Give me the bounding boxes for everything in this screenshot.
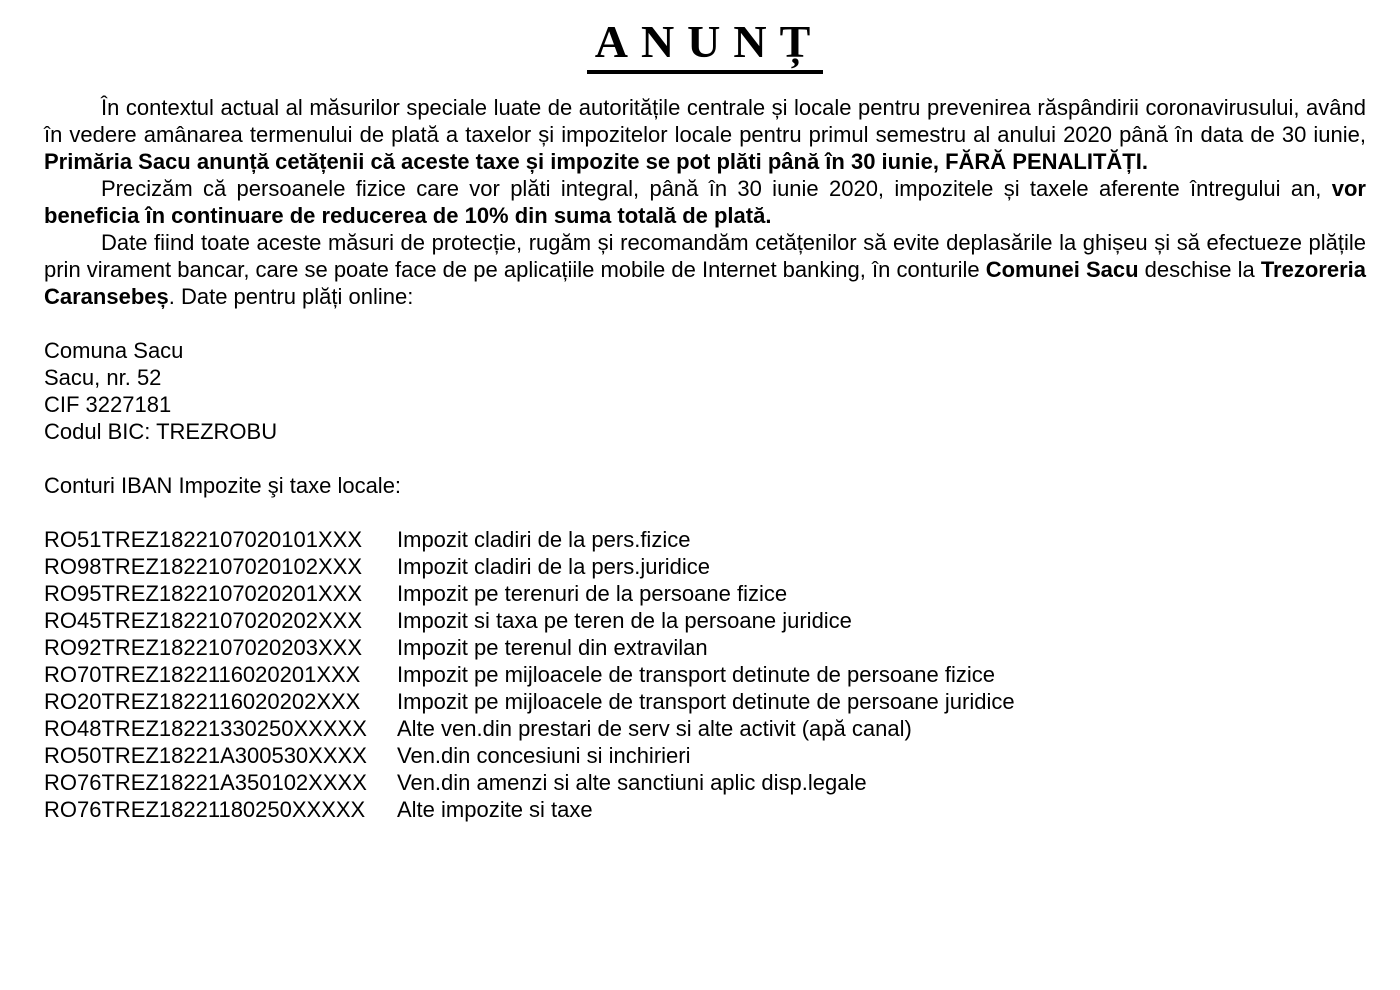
iban-description: Impozit cladiri de la pers.juridice [397,554,711,580]
iban-description: Impozit si taxa pe teren de la persoane juridice [397,608,852,634]
iban-description: Impozit pe mijloacele de transport detinute de persoane juridice [397,689,1015,715]
iban-row [44,715,1366,742]
iban-description: Impozit pe terenuri de la persoane fizice [397,581,788,607]
iban-description: Alte impozite si taxe [397,797,593,823]
iban-code: RO76TREZ18221A350102XXXX [44,770,367,796]
paragraph-online-text-2: deschise la [1138,257,1261,283]
iban-row [44,580,1366,607]
paragraph-online-bold-1: Comunei Sacu [985,257,1139,283]
title-wrap [44,18,1366,74]
iban-row [44,769,1366,796]
paragraph-online-text-1: Date fiind toate aceste măsuri de protecție, rugăm și recomandăm cetățenilor să evite deplasările la ghișeu și să efectueze plățile prin virament bancar, care se poate face de pe aplicațiile mobile de Internet banking, în conturile [44,230,1366,283]
iban-row [44,526,1366,553]
iban-code: RO51TREZ1822107020101XXX [44,527,362,553]
paragraph-context [44,94,1366,175]
paragraph-discount [44,175,1366,229]
iban-row [44,742,1366,769]
iban-row [44,796,1366,823]
iban-description: Impozit pe mijloacele de transport detinute de persoane fizice [397,662,996,688]
iban-description: Impozit cladiri de la pers.fizice [397,527,691,553]
iban-code: RO20TREZ1822116020202XXX [44,689,361,715]
iban-row [44,607,1366,634]
iban-description: Ven.din amenzi si alte sanctiuni aplic disp.legale [397,770,867,796]
iban-section-heading: Conturi IBAN Impozite şi taxe locale: [44,473,402,499]
iban-row [44,688,1366,715]
contact-commune-name: Comuna Sacu [44,338,184,364]
iban-code: RO70TREZ1822116020201XXX [44,662,361,688]
iban-description: Impozit pe terenul din extravilan [397,635,708,661]
paragraph-context-text: În contextul actual al măsurilor speciale luate de autoritățile centrale și locale pentru prevenirea răspândirii coronavirusului, având în vedere amânarea termenului de plată a taxelor și impozitelor locale pentru primul semestru al anului 2020 până în data de 30 iunie, [44,95,1366,148]
iban-list [44,526,1366,823]
iban-code: RO45TREZ1822107020202XXX [44,608,362,634]
iban-description: Alte ven.din prestari de serv si alte activit (apă canal) [397,716,912,742]
iban-code: RO98TREZ1822107020102XXX [44,554,362,580]
paragraph-context-bold: Primăria Sacu anunță cetățenii că aceste taxe și impozite se pot plăti până în 30 iunie, FĂRĂ PENALITĂȚI. [44,149,1148,175]
iban-row [44,553,1366,580]
iban-code: RO76TREZ18221180250XXXXX [44,797,366,823]
iban-code: RO95TREZ1822107020201XXX [44,581,362,607]
contact-bic-code: Codul BIC: TREZROBU [44,419,278,445]
contact-block [44,337,1366,445]
paragraph-discount-bold: vor beneficia în continuare de reducerea de 10% din suma totală de plată. [44,176,1366,229]
iban-code: RO48TREZ18221330250XXXXX [44,716,367,742]
iban-code: RO50TREZ18221A300530XXXX [44,743,367,769]
iban-description: Ven.din concesiuni si inchirieri [397,743,691,769]
paragraph-online-text-3: . Date pentru plăți online: [168,284,414,310]
paragraph-discount-text: Precizăm că persoanele fizice care vor plăti integral, până în 30 iunie 2020, impozitele și taxele aferente întregului an, [101,176,1332,202]
contact-address: Sacu, nr. 52 [44,365,162,391]
paragraph-online-payment [44,229,1366,310]
page-title: ANUNȚ [587,18,824,74]
paragraph-online-bold-2: Trezoreria Caransebeș [44,257,1366,310]
iban-row [44,634,1366,661]
iban-row [44,661,1366,688]
iban-code: RO92TREZ1822107020203XXX [44,635,362,661]
contact-cif: CIF 3227181 [44,392,172,418]
